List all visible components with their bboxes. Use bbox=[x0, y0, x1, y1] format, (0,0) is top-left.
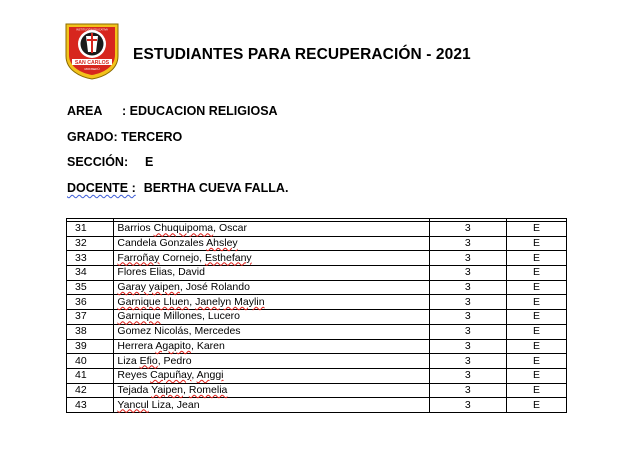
school-logo bbox=[64, 22, 120, 80]
table-row bbox=[67, 222, 567, 237]
grade-cell: 3 bbox=[429, 295, 506, 310]
table-row bbox=[67, 339, 567, 354]
student-name bbox=[114, 236, 429, 251]
row-number: 43 bbox=[67, 398, 114, 413]
grade-cell: 3 bbox=[429, 280, 506, 295]
spellcheck-word: Agapito bbox=[155, 339, 191, 352]
spellcheck-word: Anggi bbox=[196, 369, 224, 382]
student-name bbox=[114, 310, 429, 325]
student-name bbox=[114, 280, 429, 295]
name-text: Herrera bbox=[117, 339, 156, 352]
grade-cell: 3 bbox=[429, 310, 506, 325]
section-cell: E bbox=[507, 354, 567, 369]
table-row bbox=[67, 398, 567, 413]
row-number: 37 bbox=[67, 310, 114, 325]
student-name bbox=[114, 398, 429, 413]
logo-arc-text: INSTITUCIÓN EDUCATIVA bbox=[76, 28, 108, 32]
grade-cell: 3 bbox=[429, 251, 506, 266]
table-row bbox=[67, 354, 567, 369]
row-number: 34 bbox=[67, 266, 114, 281]
logo-name: SAN CARLOS bbox=[74, 60, 110, 66]
name-text: Tejada bbox=[117, 383, 152, 396]
section-cell: E bbox=[507, 324, 567, 339]
spellcheck-word: Esthefany bbox=[204, 251, 252, 264]
spellcheck-word: Yaipen bbox=[151, 383, 184, 396]
table-row bbox=[67, 280, 567, 295]
row-number: 32 bbox=[67, 236, 114, 251]
spellcheck-word: Garnique Lluen bbox=[117, 295, 190, 308]
grade-cell: 3 bbox=[429, 222, 506, 237]
grade-cell: 3 bbox=[429, 398, 506, 413]
row-number: 40 bbox=[67, 354, 114, 369]
name-text: Flores Elias, David bbox=[117, 266, 205, 279]
section-cell: E bbox=[507, 222, 567, 237]
name-text: , José Rolando bbox=[179, 281, 250, 294]
name-text: , Karen bbox=[190, 339, 225, 352]
page-title: ESTUDIANTES PARA RECUPERACIÓN - 2021 bbox=[133, 46, 471, 63]
row-number: 41 bbox=[67, 368, 114, 383]
section-cell: E bbox=[507, 251, 567, 266]
student-name bbox=[114, 368, 429, 383]
spellcheck-word: Janelyn Maylin bbox=[195, 295, 265, 308]
name-text: Reyes bbox=[117, 369, 151, 382]
section-cell: E bbox=[507, 310, 567, 325]
spellcheck-word: Yancul bbox=[117, 398, 149, 411]
spellcheck-word: Efio bbox=[139, 354, 158, 367]
seccion-value: E bbox=[145, 155, 154, 169]
grade-cell: 3 bbox=[429, 339, 506, 354]
docente-line bbox=[67, 181, 288, 195]
row-number: 36 bbox=[67, 295, 114, 310]
grado-line: GRADO: TERCERO bbox=[67, 130, 183, 144]
spellcheck-word: Romelia bbox=[188, 383, 228, 396]
seccion-label: SECCIÓN: bbox=[67, 155, 129, 169]
student-name bbox=[114, 251, 429, 266]
name-text: Gomez Nicolás, Mercedes bbox=[117, 325, 241, 338]
name-text: , Oscar bbox=[213, 222, 247, 235]
name-text: Millones, Lucero bbox=[160, 310, 240, 323]
grade-cell: 3 bbox=[429, 354, 506, 369]
spellcheck-word: Capuñay bbox=[150, 369, 192, 382]
grade-cell: 3 bbox=[429, 236, 506, 251]
spellcheck-word: Garnique bbox=[117, 310, 161, 323]
student-name bbox=[114, 295, 429, 310]
row-number: 38 bbox=[67, 324, 114, 339]
grade-cell: 3 bbox=[429, 324, 506, 339]
section-cell: E bbox=[507, 266, 567, 281]
row-number: 35 bbox=[67, 280, 114, 295]
student-name bbox=[114, 324, 429, 339]
table-row bbox=[67, 236, 567, 251]
row-number: 31 bbox=[67, 222, 114, 237]
section-cell: E bbox=[507, 236, 567, 251]
student-name bbox=[114, 222, 429, 237]
table-row bbox=[67, 383, 567, 398]
spellcheck-word: Garay yaipen bbox=[117, 281, 180, 294]
student-table bbox=[66, 218, 567, 413]
row-number: 33 bbox=[67, 251, 114, 266]
table-row bbox=[67, 295, 567, 310]
section-cell: E bbox=[507, 383, 567, 398]
student-name bbox=[114, 383, 429, 398]
spellcheck-word: Chuquipoma bbox=[153, 222, 214, 235]
name-text: , bbox=[191, 369, 197, 382]
spellcheck-word: Farroñay bbox=[117, 251, 160, 264]
grade-cell: 3 bbox=[429, 368, 506, 383]
section-cell: E bbox=[507, 295, 567, 310]
student-name bbox=[114, 354, 429, 369]
area-line bbox=[67, 104, 278, 118]
name-text: Barrios bbox=[117, 222, 154, 235]
table-row bbox=[67, 251, 567, 266]
student-name bbox=[114, 339, 429, 354]
docente-value: BERTHA CUEVA FALLA. bbox=[143, 181, 289, 195]
spellcheck-word: Ahsley bbox=[206, 237, 238, 250]
section-cell: E bbox=[507, 368, 567, 383]
section-cell: E bbox=[507, 398, 567, 413]
grade-cell: 3 bbox=[429, 383, 506, 398]
docente-label: DOCENTE : bbox=[67, 181, 136, 195]
name-text: Candela Gonzales bbox=[117, 237, 207, 250]
name-text: , bbox=[189, 295, 196, 308]
student-name bbox=[114, 266, 429, 281]
grade-cell: 3 bbox=[429, 266, 506, 281]
section-cell: E bbox=[507, 339, 567, 354]
name-text: , Pedro bbox=[157, 354, 192, 367]
table-row bbox=[67, 310, 567, 325]
name-text: Liza bbox=[117, 354, 140, 367]
area-value: : EDUCACION RELIGIOSA bbox=[122, 104, 278, 118]
seccion-line bbox=[67, 155, 153, 169]
name-text: , bbox=[183, 383, 189, 396]
table-row bbox=[67, 324, 567, 339]
section-cell: E bbox=[507, 280, 567, 295]
name-text: Cornejo, bbox=[159, 251, 205, 264]
row-number: 39 bbox=[67, 339, 114, 354]
logo-sub: MONSEFÚ bbox=[84, 67, 100, 71]
name-text: Liza, Jean bbox=[148, 398, 200, 411]
area-label: AREA bbox=[67, 104, 103, 118]
table-row bbox=[67, 368, 567, 383]
row-number: 42 bbox=[67, 383, 114, 398]
table-row bbox=[67, 266, 567, 281]
